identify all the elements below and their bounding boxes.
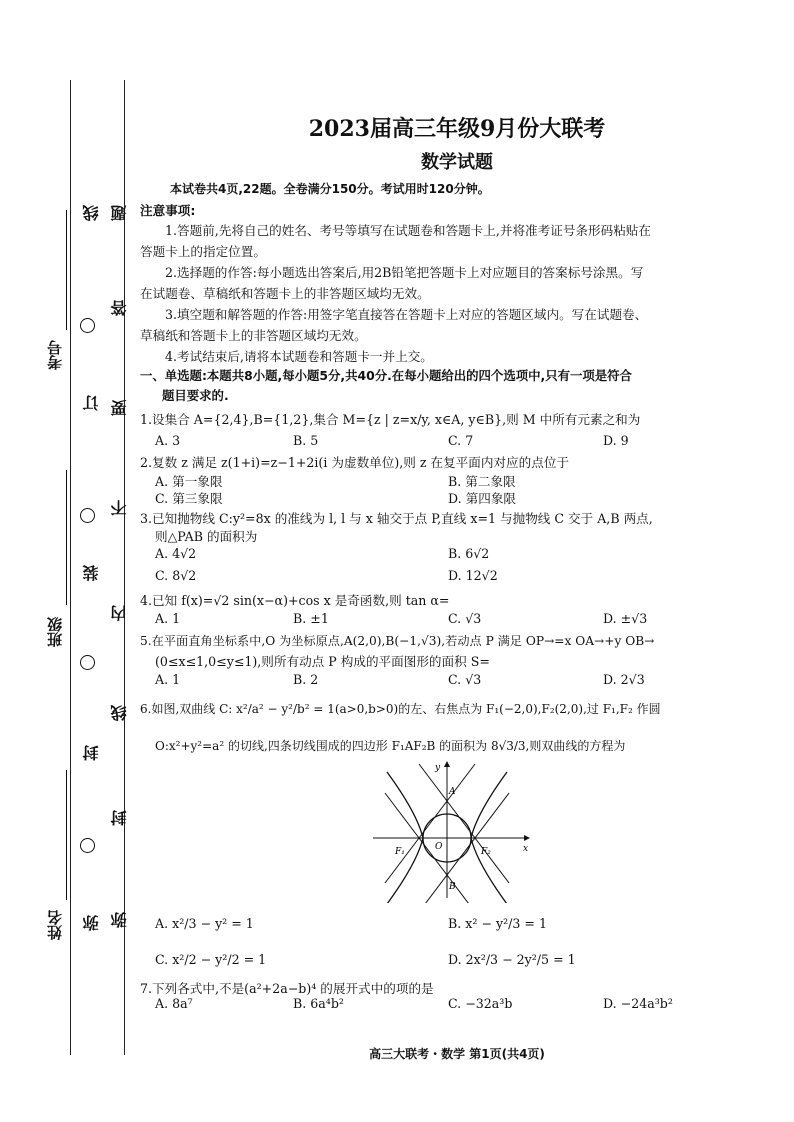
seal-mark: 题 [110, 205, 129, 221]
option-c[interactable]: C. 7 [448, 433, 474, 448]
question-stem: 2.复数 z 满足 z(1+i)=z−1+2i(i 为虚数单位),则 z 在复平面内对应的点位于 [140, 455, 570, 470]
exam-subtitle: 数学试题 [421, 152, 493, 173]
name-field[interactable] [66, 770, 67, 900]
option-a[interactable]: A. 1 [155, 611, 181, 626]
question-stem: 6.如图,双曲线 C: x²/a² − y²/b² = 1(a>0,b>0)的左、右焦点为 F₁(−2,0),F₂(2,0),过 F₁,F₂ 作圆 [140, 702, 661, 716]
note-4: 4.考试结束后,请将本试题卷和答题卡一并上交。 [165, 349, 433, 364]
exam-number-field[interactable] [66, 210, 67, 330]
exam-title: 2023届高三年级9月份大联考 [308, 116, 606, 142]
label-a: A [449, 787, 456, 797]
note-2b: 在试题卷、草稿纸和答题卡上的非答题区域均无效。 [140, 286, 430, 301]
seal-circle [80, 318, 95, 333]
option-d[interactable]: D. 12√2 [448, 568, 498, 583]
option-d[interactable]: D. 2√3 [603, 672, 645, 687]
class-label: 班级 [46, 617, 64, 647]
label-y: y [435, 763, 441, 773]
option-b[interactable]: B. 6√2 [448, 546, 490, 561]
option-c[interactable]: C. √3 [448, 672, 482, 687]
option-b[interactable]: B. 2 [293, 672, 319, 687]
option-a[interactable]: A. 4√2 [155, 546, 197, 561]
seal-mark: 线 [110, 705, 129, 721]
seal-mark: 不 [110, 500, 129, 516]
option-a[interactable]: A. 1 [155, 672, 181, 687]
note-1a: 1.答题前,先将自己的姓名、考号等填写在试题卷和答题卡上,并将准考证号条形码粘贴在 [165, 223, 651, 238]
option-b[interactable]: B. 第二象限 [448, 474, 516, 489]
seal-mark: 封 [82, 745, 101, 761]
question-stem: 7.下列各式中,不是(a²+2a−b)⁴ 的展开式中的项的是 [140, 981, 434, 996]
seal-circle [80, 508, 95, 523]
label-o: O [435, 842, 443, 852]
question-stem-cont: 则△PAB 的面积为 [155, 529, 258, 544]
seal-mark: 弥 [82, 915, 101, 931]
label-f1: F₁ [395, 847, 405, 857]
option-c[interactable]: C. −32a³b [448, 996, 513, 1011]
option-c[interactable]: C. 第三象限 [155, 491, 223, 506]
option-d[interactable]: D. 9 [603, 433, 629, 448]
question-stem: 5.在平面直角坐标系中,O 为坐标原点,A(2,0),B(−1,√3),若动点 P 满足 OP→=x OA→+y OB→ [140, 634, 655, 648]
note-1b: 答题卡上的指定位置。 [140, 244, 266, 259]
class-field[interactable] [66, 470, 67, 605]
option-d[interactable]: D. 2x²/3 − 2y²/5 = 1 [448, 952, 576, 967]
seal-mark: 订 [82, 395, 101, 411]
option-d[interactable]: D. 第四象限 [448, 491, 517, 506]
page-footer: 高三大联考・数学 第1页(共4页) [369, 1047, 545, 1061]
tangent-line [385, 764, 475, 883]
option-a[interactable]: A. 第一象限 [155, 474, 223, 489]
tangent-line [419, 764, 509, 883]
section-heading-cont: 题目要求的. [162, 388, 229, 403]
seal-mark: 装 [82, 565, 101, 581]
note-2a: 2.选择题的作答:每小题选出答案后,用2B铅笔把答题卡上对应题目的答案标号涂黑。写 [165, 265, 644, 280]
question-stem-cont: O:x²+y²=a² 的切线,四条切线围成的四边形 F₁AF₂B 的面积为 8√3/3,则双曲线的方程为 [155, 739, 626, 753]
seal-mark: 答 [110, 300, 129, 316]
seal-mark: 内 [110, 605, 129, 621]
note-3b: 草稿纸和答题卡上的非答题区域均无效。 [140, 328, 367, 343]
option-b[interactable]: B. x² − y²/3 = 1 [448, 916, 547, 931]
section-heading: 一、单选题:本题共8小题,每小题5分,共40分.在每小题给出的四个选项中,只有一项是符合 [140, 368, 632, 383]
option-b[interactable]: B. 5 [293, 433, 319, 448]
option-c[interactable]: C. 8√2 [155, 568, 197, 583]
option-a[interactable]: A. x²/3 − y² = 1 [155, 916, 254, 931]
question-stem: 1.设集合 A={2,4},B={1,2},集合 M={z | z=x/y, x∈A, y∈B},则 M 中所有元素之和为 [140, 412, 641, 427]
option-b[interactable]: B. 6a⁴b² [293, 996, 344, 1011]
question-stem: 4.已知 f(x)=√2 sin(x−α)+cos x 是奇函数,则 tan α= [140, 593, 450, 608]
exam-info: 本试卷共4页,22题。全卷满分150分。考试用时120分钟。 [170, 182, 490, 196]
notes-heading: 注意事项: [140, 203, 196, 218]
seal-mark: 线 [82, 205, 101, 221]
label-x: x [523, 844, 529, 854]
hyperbola-figure [365, 758, 535, 903]
question-stem-cont: (0≤x≤1,0≤y≤1),则所有动点 P 构成的平面图形的面积 S= [155, 654, 490, 669]
note-3a: 3.填空题和解答题的作答:用签字笔直接答在答题卡上对应的答题区域内。写在试题卷、 [165, 307, 648, 322]
seal-mark: 要 [110, 400, 129, 416]
question-stem: 3.已知抛物线 C:y²=8x 的准线为 l, l 与 x 轴交于点 P,直线 x=1 与抛物线 C 交于 A,B 两点, [140, 511, 653, 526]
option-c[interactable]: C. √3 [448, 611, 482, 626]
option-a[interactable]: A. 8a⁷ [155, 996, 193, 1011]
seal-mark: 封 [110, 810, 129, 826]
option-b[interactable]: B. ±1 [293, 611, 329, 626]
seal-mark: 弥 [110, 912, 129, 928]
label-f2: F₂ [481, 847, 491, 857]
option-c[interactable]: C. x²/2 − y²/2 = 1 [155, 952, 267, 967]
option-d[interactable]: D. −24a³b² [603, 996, 673, 1011]
binding-line-inner [124, 80, 125, 1055]
binding-line-outer [70, 80, 71, 1055]
name-label: 姓名 [46, 910, 64, 940]
exam-number-label: 考号 [46, 340, 64, 370]
label-b: B [449, 882, 456, 892]
option-d[interactable]: D. ±√3 [603, 611, 648, 626]
seal-circle [80, 838, 95, 853]
seal-circle [80, 655, 95, 670]
option-a[interactable]: A. 3 [155, 433, 181, 448]
